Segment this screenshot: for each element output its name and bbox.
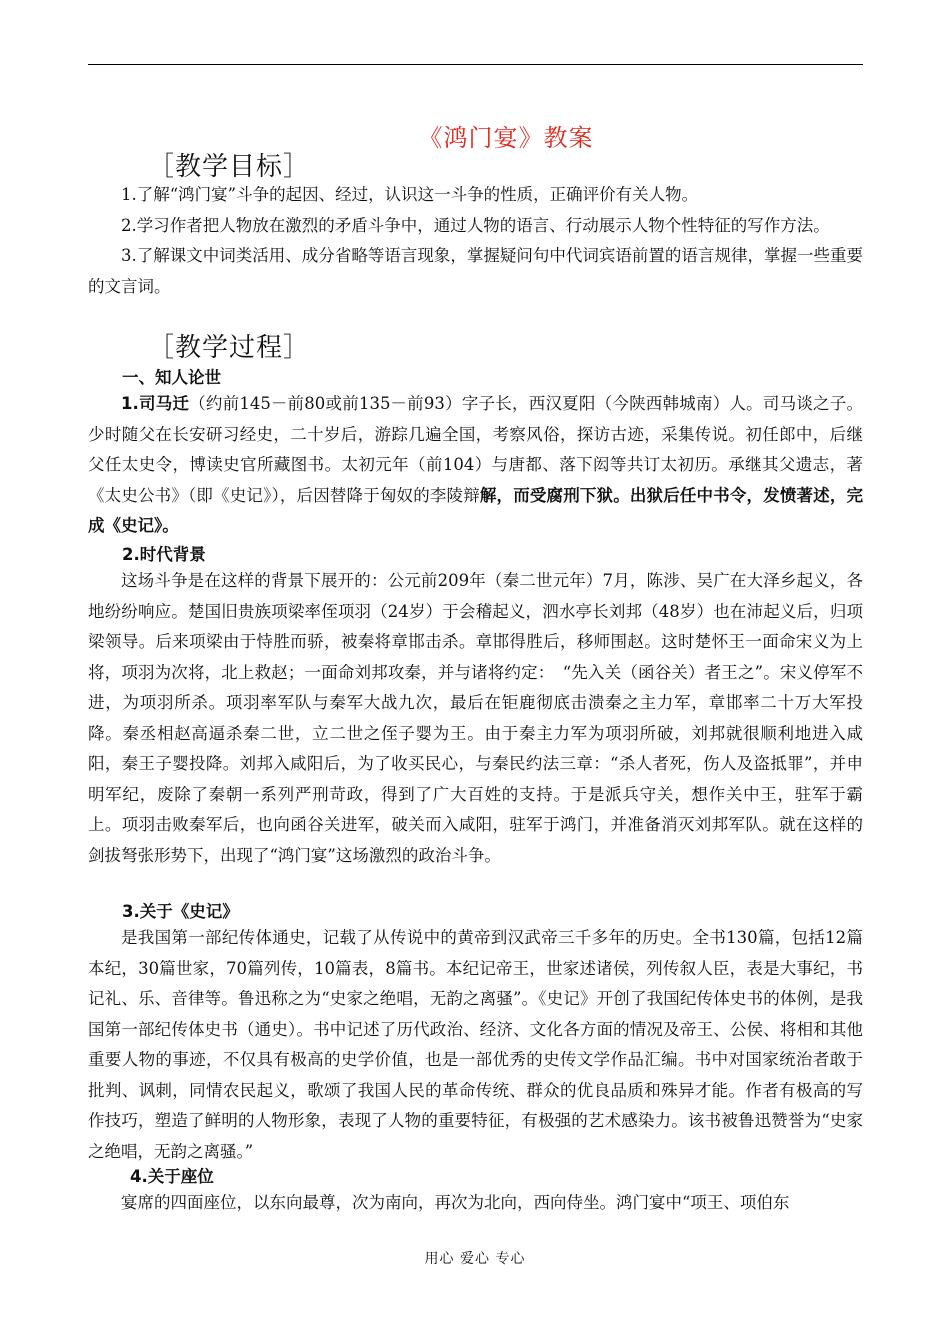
background-paragraph [88,566,863,871]
objectives-list [88,180,863,302]
shiji-heading: 3.关于《史记》 [122,902,239,921]
seats-paragraph [88,1188,863,1219]
objective-item: 2.学习作者把人物放在激烈的矛盾斗争中，通过人物的语言、行动展示人物个性特征的写作方法。 [121,215,830,235]
sima-qian-bold-tail: 解，而受腐刑下狱。出狱后任中书令，发愤著述，完成《史记》。 [88,485,864,535]
seats-heading: 4.关于座位 [130,1167,214,1186]
shiji-paragraph [88,923,863,1167]
sima-qian-label: 1.司马迁 [121,394,190,413]
header-rule [88,64,863,65]
background-text: 这场斗争是在这样的背景下展开的：公元前209年（秦二世元年）7月，陈涉、吴广在大泽乡起义，各地纷纷响应。楚国旧贵族项梁率侄项羽（24岁）于会稽起义，泗水亭长刘邦（48岁）也在沛起义后，归项梁领导。后来项梁由于恃胜而骄，被秦将章邯击杀。章邯得胜后，移师围赵。这时楚怀王一面命宋义为上将，项羽为次将，北上救赵；一面命刘邦攻秦，并与诸将约定： “先入关（函谷关）者王之”。宋义停军不进，为项羽所杀。项羽率军队与秦军大战九次，最后在钜鹿彻底击溃秦之主力军，章邯率二十万大军投降。秦丞相赵高逼杀秦二世，立二世之侄子婴为王。由于秦主力军为项羽所破，刘邦就很顺利地进入咸阳，秦王子婴投降。刘邦入咸阳后，为了收买民心，与秦民约法三章：“杀人者死，伤人及盗抵罪”，并申明军纪，废除了秦朝一系列严刑苛政，得到了广大百姓的支持。于是派兵守关，想作关中王，驻军于霸上。项羽击败秦军后，也向函谷关进军，破关而入咸阳，驻军于鸿门，并准备消灭刘邦军队。就在这样的剑拔弩张形势下，出现了“鸿门宴”这场激烈的政治斗争。 [88,571,863,865]
objective-item: 1.了解“鸿门宴”斗争的起因、经过，认识这一斗争的性质，正确评价有关人物。 [121,185,699,204]
page-footer: 用心 爱心 专心 [424,1251,526,1267]
document-title: 《鸿门宴》教案 [418,124,594,152]
shiji-text: 是我国第一部纪传体通史，记载了从传说中的黄帝到汉武帝三千多年的历史。全书130篇，包括12篇本纪，30篇世家，70篇列传，10篇表，8篇书。本纪记帝王，世家述诸侯，列传叙人臣，表是大事纪，书记礼、乐、音律等。鲁迅称之为“史家之绝唱，无韵之离骚”。《史记》开创了我国纪传体史书的体例，是我国第一部纪传体史书（通史）。书中记述了历代政治、经济、文化各方面的情况及帝王、公侯、将相和其他重要人物的事迹，不仅具有极高的史学价值，也是一部优秀的史传文学作品汇编。书中对国家统治者敢于批判、讽刺，同情农民起义，歌颂了我国人民的革命传统、群众的优良品质和殊异才能。作者有极高的写作技巧，塑造了鲜明的人物形象，表现了人物的重要特征，有极强的艺术感染力。该书被鲁迅赞誉为“史家之绝唱，无韵之离骚。” [88,928,863,1161]
part1-heading: 一、知人论世 [122,368,221,387]
section-heading-process: ［教学过程］ [148,333,311,363]
sima-qian-paragraph [88,389,863,542]
objective-item: 3.了解课文中词类活用、成分省略等语言现象，掌握疑问句中代词宾语前置的语言规律，掌握一些重要的文言词。 [88,246,863,296]
background-heading: 2.时代背景 [122,545,206,564]
section-heading-objectives: ［教学目标］ [148,152,311,182]
sima-qian-text: （约前145－前80或前135－前93）字子长，西汉夏阳（今陕西韩城南）人。司马谈之子。少时随父在长安研习经史，二十岁后，游踪几遍全国，考察风俗，探访古迹，采集传说。初任郎中，后继父任太史令，博读史官所藏图书。太初元年（前104）与唐都、落下闳等共订太初历。承继其父遗志，著《太史公书》（即《史记》），后因替降于匈奴的李陵辩 [88,394,864,505]
seats-text: 宴席的四面座位，以东向最尊，次为南向，再次为北向，西向侍坐。鸿门宴中“项王、项伯东 [121,1193,790,1212]
